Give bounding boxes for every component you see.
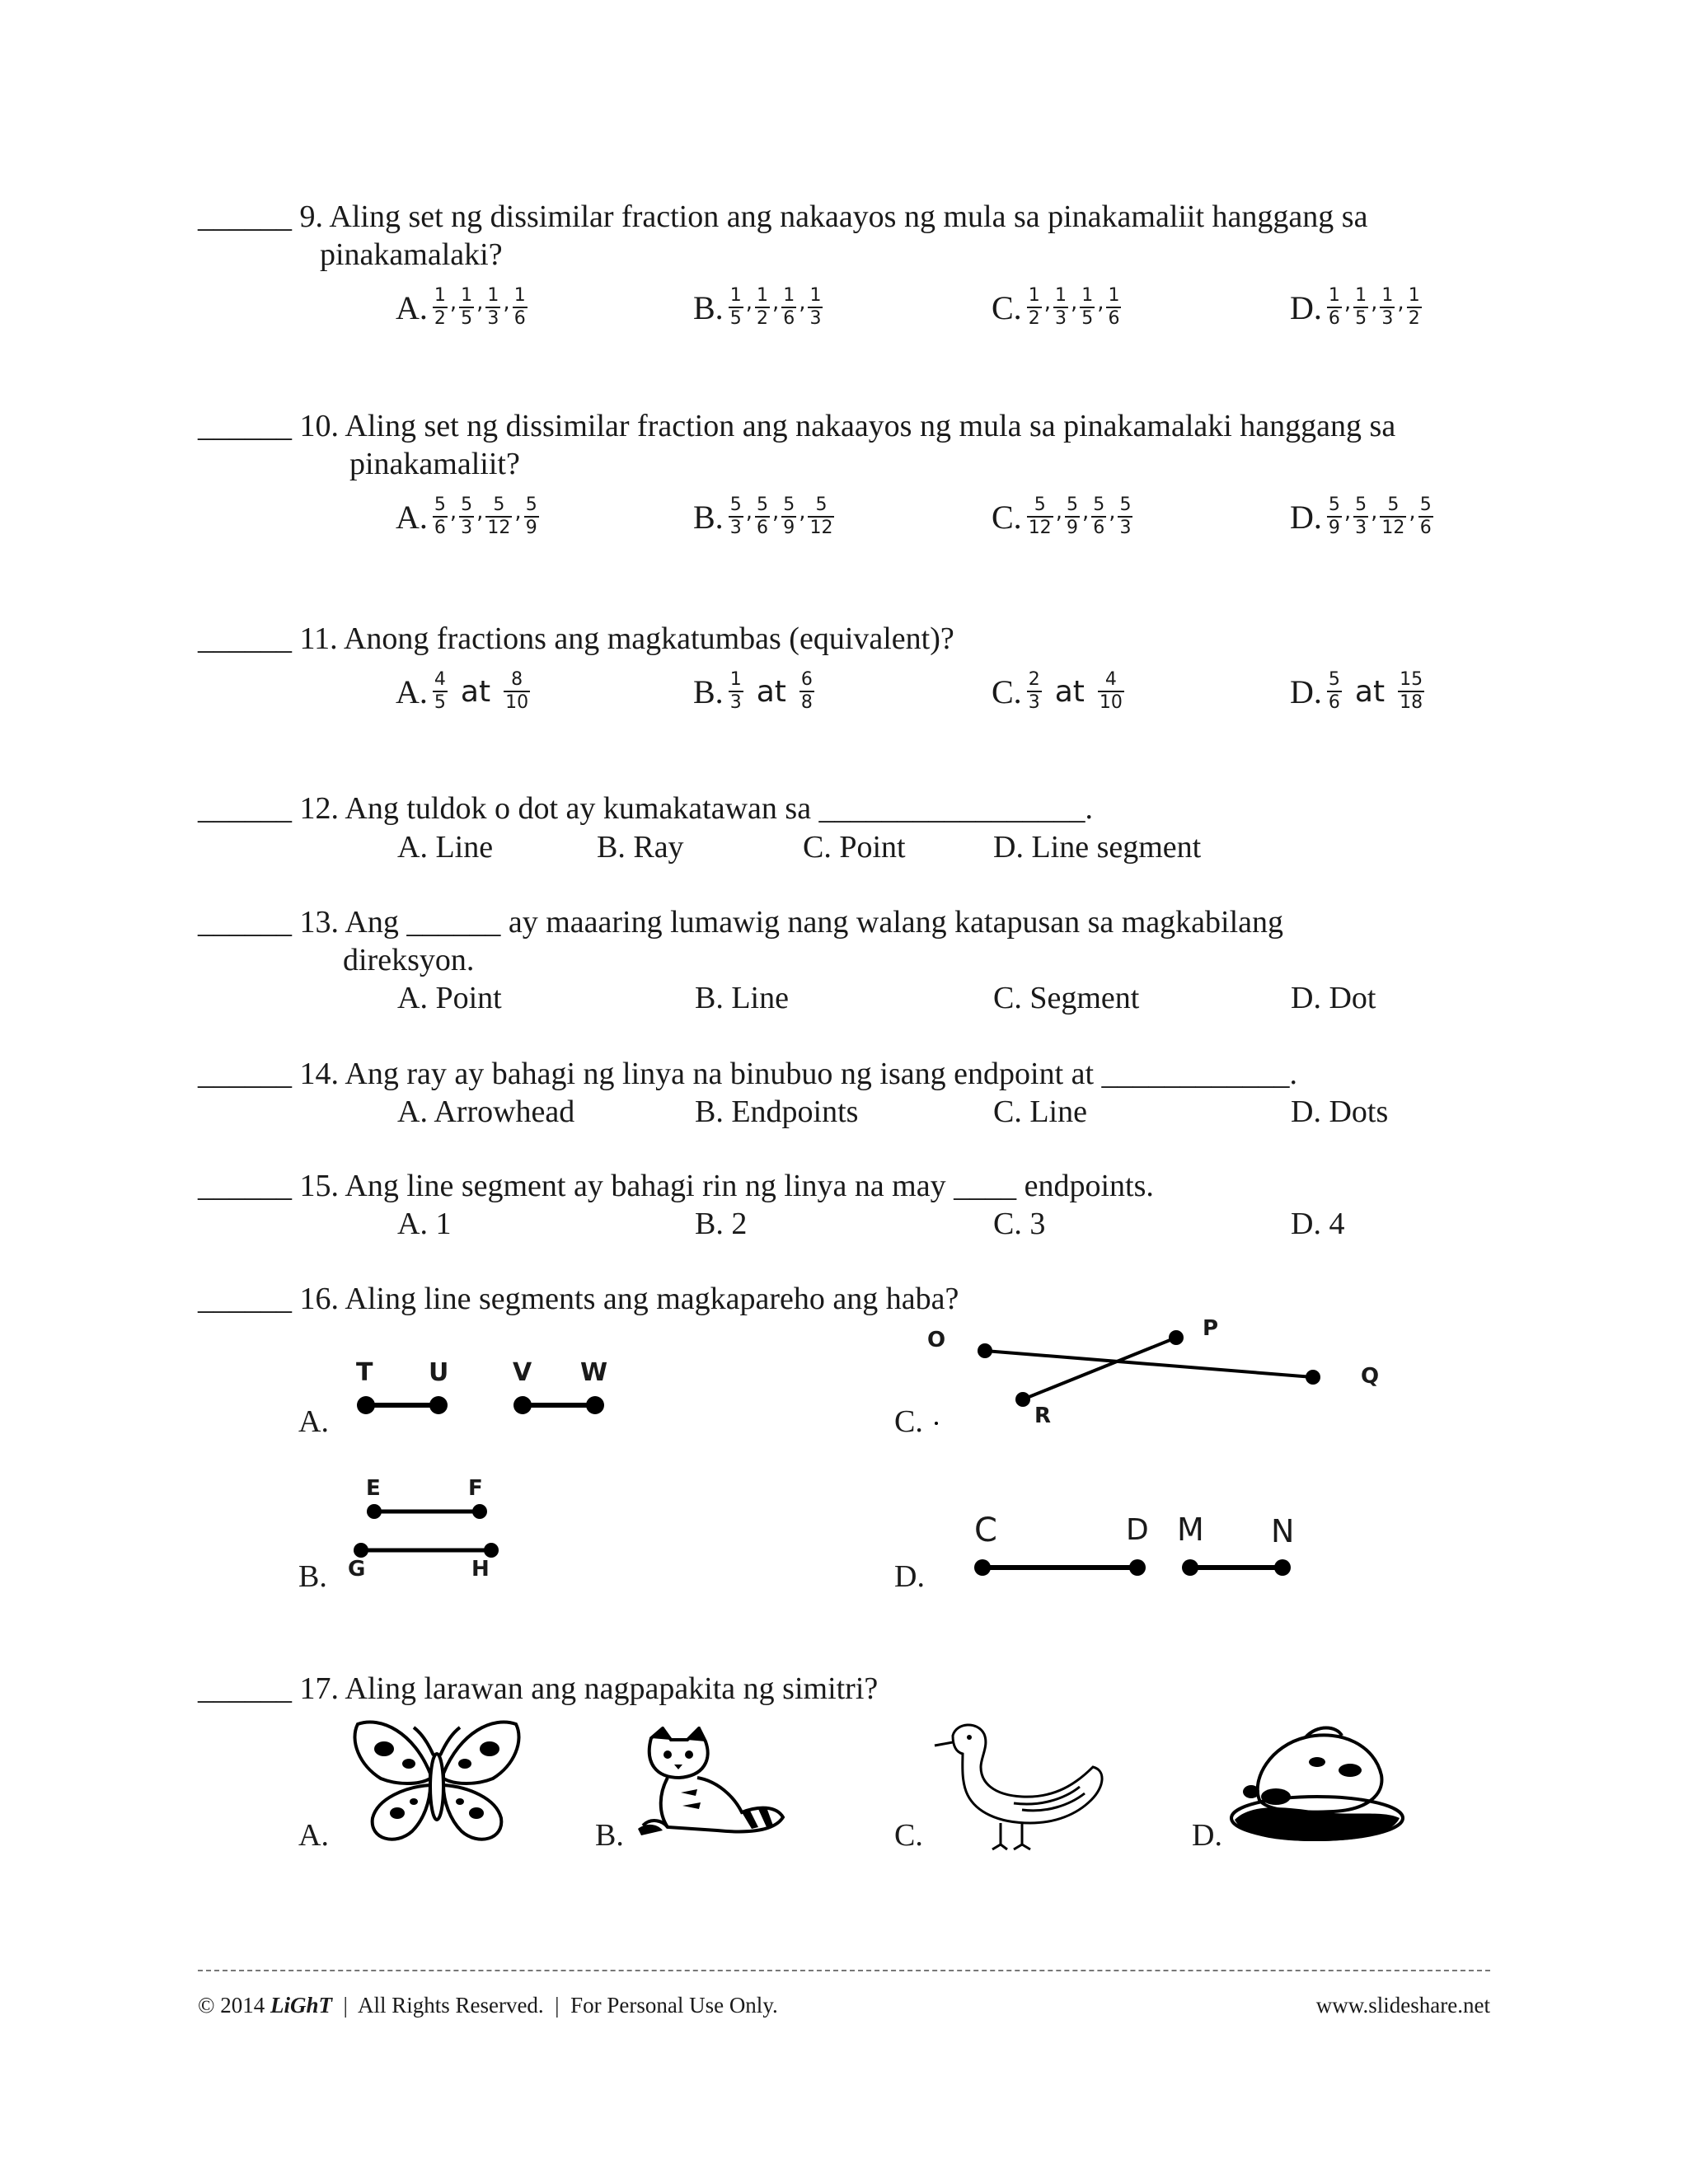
label-q: Q: [1361, 1364, 1380, 1389]
fraction-denominator: 3: [487, 308, 499, 329]
fraction-numerator: 1: [1081, 285, 1094, 306]
q11-option-c[interactable]: [992, 669, 1124, 714]
fraction-numerator: 1: [487, 285, 499, 306]
comma-separator: ,: [1043, 290, 1051, 315]
fraction-numerator: 1: [1108, 285, 1120, 306]
fraction-numerator: 5: [1034, 494, 1046, 515]
comma-separator: ,: [1343, 499, 1352, 524]
comma-separator: ,: [745, 290, 753, 315]
fraction-numerator: 5: [1328, 669, 1340, 690]
question-10-continuation: pinakamaliit?: [349, 447, 520, 481]
comma-separator: ,: [476, 499, 484, 524]
fraction-denominator: 9: [1328, 518, 1340, 538]
fraction-denominator: 3: [729, 518, 742, 538]
q15-option-d[interactable]: D. 4: [1291, 1207, 1345, 1241]
fraction: [1065, 494, 1080, 539]
fraction-numerator: 5: [1119, 494, 1132, 515]
footer-copyright: [198, 1993, 778, 2018]
q12-option-d[interactable]: D. Line segment: [993, 830, 1202, 865]
question-17-text: ______ 17. Aling larawan ang nagpapakita ng simitri?: [198, 1671, 879, 1706]
fraction-denominator: 6: [513, 308, 526, 329]
option-letter: D.: [1290, 498, 1322, 536]
fraction: [1380, 494, 1406, 539]
label-m: M: [1177, 1511, 1204, 1548]
question-11-text: ______ 11. Anong fractions ang magkatumbas (equivalent)?: [198, 621, 954, 656]
fraction-numerator: 2: [1028, 669, 1040, 690]
q15-option-a[interactable]: A. 1: [397, 1207, 452, 1241]
comma-separator: ,: [1371, 499, 1378, 524]
comma-separator: ,: [1070, 290, 1078, 315]
fraction-numerator: 1: [1028, 285, 1040, 306]
fraction-denominator: 2: [434, 308, 446, 329]
comma-separator: ,: [745, 499, 753, 524]
q13-option-c[interactable]: C. Segment: [993, 981, 1140, 1015]
q10-option-a[interactable]: [396, 494, 539, 539]
label-d: D: [1126, 1513, 1149, 1547]
fraction-numerator: 15: [1400, 669, 1423, 690]
option-letter: A.: [396, 288, 428, 326]
fraction: [433, 669, 448, 714]
fraction: [485, 285, 500, 330]
fraction: [1327, 494, 1342, 539]
fraction: [1106, 285, 1121, 330]
fraction-denominator: 3: [1054, 308, 1067, 329]
fraction: [755, 285, 770, 330]
q12-option-c[interactable]: C. Point: [803, 830, 906, 865]
fraction-denominator: 5: [461, 308, 473, 329]
q11-option-b[interactable]: [693, 669, 814, 714]
fraction-denominator: 2: [756, 308, 768, 329]
fraction: [1098, 669, 1124, 714]
copyright-symbol: ©: [198, 1993, 215, 2018]
question-12-text: ______ 12. Ang tuldok o dot ay kumakatawan sa _________________.: [198, 791, 1094, 826]
fraction: [1327, 285, 1342, 330]
fraction: [729, 494, 743, 539]
option-letter: C.: [992, 498, 1022, 536]
comma-separator: ,: [1397, 290, 1404, 315]
fraction-numerator: 1: [756, 285, 768, 306]
label-r: R: [1034, 1404, 1052, 1428]
q13-option-d[interactable]: D. Dot: [1291, 981, 1376, 1015]
fraction-denominator: 6: [1328, 308, 1340, 329]
option-letter: D.: [1290, 673, 1322, 710]
fraction-denominator: 5: [1081, 308, 1094, 329]
q10-option-d[interactable]: [1290, 494, 1433, 539]
question-9-text: ______ 9. Aling set ng dissimilar fraction ang nakaayos ng mula sa pinakamaliit hanggang sa: [198, 199, 1368, 234]
figure-c-lines: [927, 1315, 1405, 1438]
fraction: [1091, 494, 1106, 539]
fraction-denominator: 2: [1408, 308, 1420, 329]
q14-option-d[interactable]: D. Dots: [1291, 1094, 1389, 1129]
fraction-denominator: 6: [1419, 518, 1432, 538]
q14-option-a[interactable]: A. Arrowhead: [397, 1094, 575, 1129]
fraction-denominator: 12: [1028, 518, 1052, 538]
comma-separator: ,: [1409, 499, 1416, 524]
fraction-denominator: 6: [756, 518, 768, 538]
q11-option-d[interactable]: [1290, 669, 1424, 714]
label-p: P: [1203, 1316, 1219, 1341]
fraction: [433, 285, 448, 330]
fraction-numerator: 5: [1387, 494, 1400, 515]
fraction-denominator: 3: [461, 518, 473, 538]
label-n: N: [1271, 1513, 1295, 1549]
q9-option-b[interactable]: [693, 285, 823, 330]
at-word: at: [460, 674, 491, 709]
butterfly-image: [348, 1716, 526, 1848]
fraction-denominator: 5: [729, 308, 742, 329]
fraction-numerator: 5: [756, 494, 768, 515]
fraction-numerator: 1: [1328, 285, 1340, 306]
figure-a-lines: [346, 1358, 618, 1424]
comma-separator: ,: [514, 499, 522, 524]
comma-separator: ,: [771, 499, 780, 524]
option-letter: B.: [693, 498, 724, 536]
question-9-continuation: pinakamalaki?: [320, 237, 503, 272]
fraction: [1027, 494, 1053, 539]
option-letter: D.: [1290, 288, 1322, 326]
fraction: [1353, 494, 1368, 539]
fraction-numerator: 1: [729, 669, 742, 690]
q13-option-b[interactable]: B. Line: [695, 981, 789, 1015]
fraction-numerator: 4: [1104, 669, 1117, 690]
option-letter: A.: [396, 498, 428, 536]
q16-option-b[interactable]: B.: [298, 1559, 327, 1594]
label-g: G: [348, 1557, 366, 1582]
fraction-denominator: 12: [487, 518, 511, 538]
copyright-year: 2014: [220, 1993, 265, 2018]
fraction-numerator: 5: [729, 494, 742, 515]
fraction-numerator: 1: [1355, 285, 1367, 306]
option-letter: C.: [992, 288, 1022, 326]
comma-separator: ,: [799, 290, 806, 315]
q16-option-c[interactable]: C.: [894, 1404, 923, 1439]
fraction: [1053, 285, 1068, 330]
fraction: [729, 669, 743, 714]
label-t: T: [356, 1358, 373, 1387]
fraction: [1118, 494, 1132, 539]
fraction-numerator: 1: [1408, 285, 1420, 306]
fraction-denominator: 12: [1381, 518, 1405, 538]
q17-option-c[interactable]: C.: [894, 1818, 923, 1853]
fraction: [513, 285, 528, 330]
fraction-numerator: 1: [513, 285, 526, 306]
q10-option-b[interactable]: [693, 494, 834, 539]
fraction: [799, 669, 814, 714]
fraction: [755, 494, 770, 539]
comma-separator: ,: [1109, 499, 1116, 524]
comma-separator: ,: [799, 499, 806, 524]
fraction-numerator: 1: [809, 285, 822, 306]
label-c: C: [974, 1511, 997, 1549]
figure-segments-cd-mn: [956, 1508, 1319, 1591]
question-13-text: ______ 13. Ang ______ ay maaaring lumawig nang walang katapusan sa magkabilang: [198, 905, 1284, 940]
fraction: [1353, 285, 1368, 330]
question-10-text: ______ 10. Aling set ng dissimilar fraction ang nakaayos ng mula sa pinakamalaki hanggang sa: [198, 409, 1396, 443]
fraction-denominator: 3: [1119, 518, 1132, 538]
fraction-numerator: 1: [729, 285, 742, 306]
fraction-denominator: 6: [783, 308, 795, 329]
fraction-denominator: 8: [800, 692, 813, 713]
fraction: [1418, 494, 1433, 539]
q12-option-a[interactable]: A. Line: [397, 830, 494, 865]
option-letter: A.: [396, 673, 428, 710]
duck-image: [931, 1721, 1113, 1853]
label-e: E: [366, 1476, 381, 1501]
q10-option-c[interactable]: [992, 494, 1132, 539]
fraction-numerator: 5: [1328, 494, 1340, 515]
q11-option-a[interactable]: [396, 669, 530, 714]
q9-option-a[interactable]: [396, 285, 528, 330]
fraction: [1407, 285, 1422, 330]
q14-option-b[interactable]: B. Endpoints: [695, 1094, 859, 1129]
question-11-options: [396, 669, 1467, 743]
q17-option-d[interactable]: D.: [1192, 1818, 1222, 1853]
cat-image: [635, 1727, 791, 1842]
fraction-numerator: 5: [815, 494, 828, 515]
comma-separator: ,: [1371, 290, 1378, 315]
fraction-denominator: 9: [1066, 518, 1078, 538]
fraction-denominator: 6: [434, 518, 446, 538]
fraction: [1380, 285, 1395, 330]
fraction-denominator: 3: [1028, 692, 1040, 713]
fraction: [485, 494, 512, 539]
q9-option-d[interactable]: [1290, 285, 1422, 330]
fraction-numerator: 6: [800, 669, 813, 690]
question-16-text: ______ 16. Aling line segments ang magkapareho ang haba?: [198, 1282, 959, 1316]
figure-crossing-segments-op-qr: [927, 1315, 1405, 1438]
fraction: [808, 494, 834, 539]
fraction-denominator: 6: [1328, 692, 1340, 713]
fraction-denominator: 18: [1400, 692, 1423, 713]
comma-separator: ,: [503, 290, 510, 315]
fraction: [1080, 285, 1095, 330]
label-f: F: [468, 1476, 483, 1501]
comma-separator: ,: [476, 290, 484, 315]
q13-option-a[interactable]: A. Point: [397, 981, 502, 1015]
brand-name: LiGhT: [270, 1993, 333, 2018]
q16-option-a[interactable]: A.: [298, 1404, 329, 1439]
fraction-denominator: 12: [809, 518, 833, 538]
fraction-numerator: 5: [525, 494, 537, 515]
fraction-numerator: 1: [434, 285, 446, 306]
fraction: [459, 285, 474, 330]
q15-option-b[interactable]: B. 2: [695, 1207, 748, 1241]
comma-separator: ,: [1343, 290, 1352, 315]
fraction: [781, 494, 796, 539]
fraction-denominator: 6: [1108, 308, 1120, 329]
label-u: U: [429, 1358, 449, 1387]
fraction-denominator: 9: [783, 518, 795, 538]
rights-text: | All Rights Reserved. | For Personal Use Only.: [343, 1993, 778, 2018]
fraction-denominator: 9: [525, 518, 537, 538]
fraction: [524, 494, 539, 539]
fraction-denominator: 2: [1028, 308, 1040, 329]
question-9-options: [396, 285, 1467, 359]
q12-option-b[interactable]: B. Ray: [597, 830, 684, 865]
label-o: O: [927, 1328, 946, 1352]
q9-option-c[interactable]: [992, 285, 1121, 330]
fraction-denominator: 3: [1381, 308, 1394, 329]
fraction: [1027, 285, 1042, 330]
fraction: [729, 285, 743, 330]
at-word: at: [756, 674, 786, 709]
figure-segments-tu-vw: [346, 1358, 618, 1424]
fraction: [504, 669, 530, 714]
fraction: [781, 285, 796, 330]
comma-separator: ,: [1097, 290, 1104, 315]
fraction-denominator: 5: [1355, 308, 1367, 329]
question-10-options: [396, 494, 1467, 569]
fraction-numerator: 5: [461, 494, 473, 515]
question-14-text: ______ 14. Ang ray ay bahagi ng linya na binubuo ng isang endpoint at ____________.: [198, 1057, 1298, 1091]
fraction-numerator: 4: [434, 669, 446, 690]
question-13-continuation: direksyon.: [343, 943, 475, 977]
question-15-text: ______ 15. Ang line segment ay bahagi rin ng linya na may ____ endpoints.: [198, 1169, 1154, 1203]
fraction-numerator: 5: [1093, 494, 1105, 515]
roast-chicken-image: [1226, 1721, 1408, 1844]
comma-separator: ,: [771, 290, 780, 315]
comma-separator: ,: [449, 499, 457, 524]
comma-separator: ,: [449, 290, 457, 315]
q15-option-c[interactable]: C. 3: [993, 1207, 1046, 1241]
q16-option-d[interactable]: D.: [894, 1559, 925, 1594]
fraction-numerator: 5: [1066, 494, 1078, 515]
fraction: [808, 285, 823, 330]
fraction-numerator: 1: [1381, 285, 1394, 306]
fraction-numerator: 5: [783, 494, 795, 515]
fraction-denominator: 3: [1355, 518, 1367, 538]
q17-option-a[interactable]: A.: [298, 1818, 329, 1853]
q14-option-c[interactable]: C. Line: [993, 1094, 1087, 1129]
fraction: [433, 494, 448, 539]
fraction-denominator: 3: [729, 692, 742, 713]
fraction-numerator: 1: [461, 285, 473, 306]
at-word: at: [1354, 674, 1386, 709]
option-letter: C.: [992, 673, 1022, 710]
label-v: V: [513, 1358, 532, 1387]
comma-separator: ,: [1055, 499, 1062, 524]
q17-option-b[interactable]: B.: [595, 1818, 624, 1853]
fraction-denominator: 10: [505, 692, 529, 713]
option-letter: B.: [693, 673, 724, 710]
fraction-numerator: 1: [1054, 285, 1067, 306]
fraction: [1398, 669, 1424, 714]
fraction-denominator: 10: [1099, 692, 1123, 713]
option-letter: B.: [693, 288, 724, 326]
fraction-numerator: 5: [1355, 494, 1367, 515]
fraction-denominator: 3: [809, 308, 822, 329]
comma-separator: ,: [1081, 499, 1090, 524]
at-word: at: [1054, 674, 1085, 709]
figure-segments-ef-gh: [338, 1476, 519, 1586]
label-w: W: [580, 1358, 608, 1387]
footer-source-link[interactable]: www.slideshare.net: [1315, 1993, 1490, 2018]
fraction-denominator: 6: [1093, 518, 1105, 538]
fraction-numerator: 5: [1419, 494, 1432, 515]
fraction-numerator: 8: [511, 669, 523, 690]
fraction: [1327, 669, 1342, 714]
fraction-numerator: 5: [493, 494, 505, 515]
fraction-numerator: 1: [783, 285, 795, 306]
fraction: [459, 494, 474, 539]
footer-divider: [198, 1970, 1490, 1971]
label-h: H: [471, 1557, 490, 1582]
fraction: [1027, 669, 1042, 714]
fraction-denominator: 5: [434, 692, 446, 713]
fraction-numerator: 5: [434, 494, 446, 515]
